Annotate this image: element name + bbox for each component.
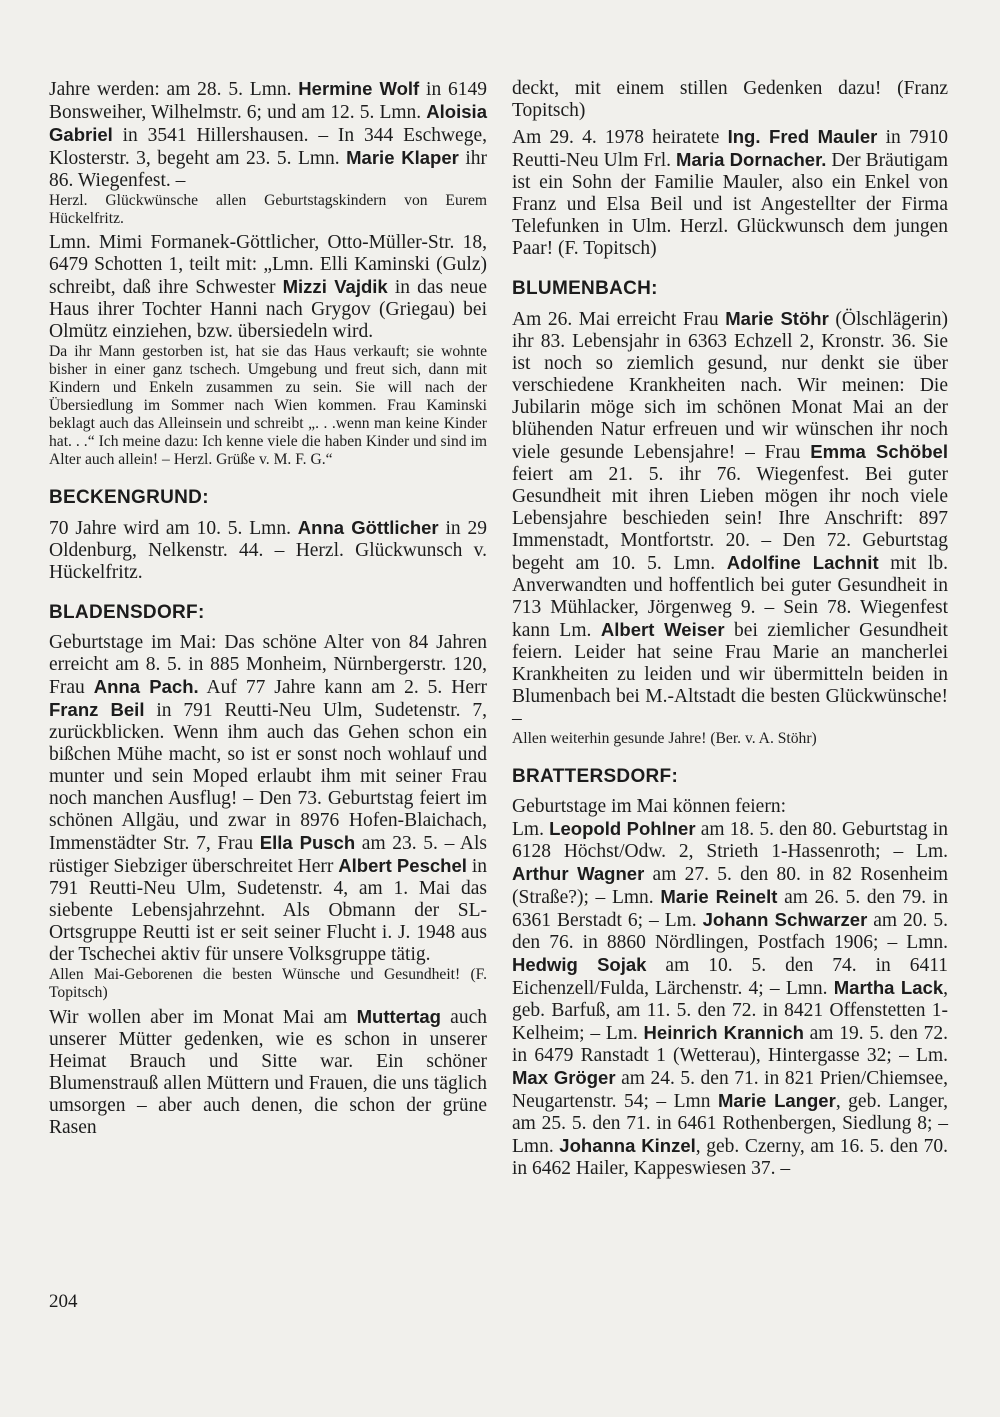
section-heading-bladensdorf: BLADENSDORF: [49,602,205,623]
paragraph-beckengrund: 70 Jahre wird am 10. 5. Lmn. Anna Göttlicher in 29 Oldenburg, Nelkenstr. 44. – Herzl. Glückwunsch v. Hückelfritz. [49,517,487,583]
right-column [512,78,948,1180]
paragraph-kaminski-quote: Da ihr Mann gestorben ist, hat sie das Haus verkauft; sie wohnte bisher in einer ganz tschech. Umgebung und freut sich, dann mit Kindern und Enkeln zusammen zu sein. Sie will nach der Übersiedlung im Sommer nach Wien kommen. Frau Kaminski beklagt auch das Alleinsein und schreibt „. . .wenn man keine Kinder hat. . .“ Ich meine dazu: Ich kenne viele die haben Kinder und sind im Alter auch allein! – Herzl. Grüße v. M. F. G.“ [49,343,487,468]
greeting-blumenbach: Allen weiterhin gesunde Jahre! (Ber. v. A. Stöhr) [512,730,817,747]
section-heading-brattersdorf: BRATTERSDORF: [512,766,679,787]
page-number: 204 [49,1291,78,1312]
section-heading-beckengrund: BECKENGRUND: [49,487,209,508]
paragraph-bladensdorf: Geburtstage im Mai: Das schöne Alter von 84 Jahren erreicht am 8. 5. in 885 Monheim, Nürnbergerstr. 120, Frau Anna Pach. Auf 77 Jahre kann am 2. 5. Herr Franz Beil in 791 Reutti-Neu Ulm, Sudetenstr. 7, zurückblicken. Wenn ihm auch das Gehen schon ein bißchen Mühe macht, so ist er sonst noch wohlauf und munter und sein Moped erlaubt ihm mit seiner Frau noch manchen Ausflug! – Den 73. Geburtstag feiert im schönen Allgäu, und zwar in 8976 Hofen-Blaichach, Immenstädter Str. 7, Frau Ella Pusch am 23. 5. – Als rüstiger Siebziger überschreitet Herr Albert Peschel in 791 Reutti-Neu Ulm, Sudetenstr. 4, am 1. Mai das siebente Lebensjahrzehnt. Als Obmann der SL-Ortsgruppe Reutti ist er seit seiner Flucht i. J. 1948 aus der Tschechei aktiv für unsere Volksgruppe tätig. [49,632,488,965]
paragraph-formanek-letter: Lmn. Mimi Formanek-Göttlicher, Otto-Müller-Str. 18, 6479 Schotten 1, teilt mit: „Lmn. Elli Kaminski (Gulz) schreibt, daß ihre Schwester Mizzi Vajdik in das neue Haus ihrer Tochter Hanni nach Grygov (Griegau) bei Olmütz einziehen, bzw. übersiedeln wird. [49,232,487,342]
paragraph-blumenbach: Am 26. Mai erreicht Frau Marie Stöhr (Ölschlägerin) ihr 83. Lebensjahr in 6363 Echzell 2, Kronstr. 36. Sie ist noch so ziemlich gesund, nur denkt sie über verschiedene Krankheiten nach. Wir meinen: Die Jubilarin möge sich im schönen Monat Mai an der blühenden Natur erfreuen und wir wünschen ihr noch viele gesunde Lebensjahre! – Frau Emma Schöbel feiert am 21. 5. ihr 76. Wiegenfest. Bei guter Gesundheit mit ihren Lieben mögen ihr noch viele Lebensjahre beschieden sein! Ihre Anschrift: 897 Immenstadt, Montfortstr. 20. – Den 72. Geburtstag begeht am 10. 5. Lmn. Adolfine Lachnit mit lb. Anverwandten und hoffentlich bei guter Gesundheit in 713 Mühlacker, Jörgenweg 9. – Sein 78. Wiegenfest kann Lm. Albert Weiser bei ziemlicher Gesundheit feiern. Leider hat seine Frau Marie an mancherlei Krankheiten zu leiden und wir übermitteln beiden in Blumenbach bei M.-Altstadt die besten Glückwünsche! – [512,308,948,729]
paragraph-brattersdorf-intro: Geburtstage im Mai können feiern: [512,796,786,817]
greeting-bladensdorf: Allen Mai-Geborenen die besten Wünsche und Gesundheit! (F. Topitsch) [49,966,487,1001]
paragraph-wedding: Am 29. 4. 1978 heiratete Ing. Fred Mauler in 7910 Reutti-Neu Ulm Frl. Maria Dornacher. Der Bräutigam ist ein Sohn der Familie Mauler, also ein Enkel von Franz und Elsa Beil und ist Angestellter der Firma Telefunken in Ulm. Herzl. Glückwunsch dem jungen Paar! (F. Topitsch) [512,126,949,259]
greeting-hueckelfritz: Herzl. Glückwünsche allen Geburtstagskindern von Eurem Hückelfritz. [49,192,487,227]
paragraph-muttertag: Wir wollen aber im Monat Mai am Muttertag auch unserer Mütter gedenken, wie es schon in unserer Heimat Brauch und Sitte war. Ein schöner Blumenstrauß allen Müttern und Frauen, die uns täglich umsorgen – aber auch denen, die schon der grüne Rasen [49,1006,487,1138]
section-heading-blumenbach: BLUMENBACH: [512,278,658,299]
paragraph-gedenken: deckt, mit einem stillen Gedenken dazu! (Franz Topitsch) [512,78,948,121]
paragraph-brattersdorf-list: Lm. Leopold Pohlner am 18. 5. den 80. Geburtstag in 6128 Höchst/Odw. 2, Strieth 1-Hassenroth; – Lm. Arthur Wagner am 27. 5. den 80. in 82 Rosenheim (Straße?); – Lmn. Marie Reinelt am 26. 5. den 79. in 6361 Berstadt 6; – Lm. Johann Schwarzer am 20. 5. den 76. in 8860 Nördlingen, Postfach 1906; – Lmn. Hedwig Sojak am 10. 5. den 74. in 6411 Eichenzell/Fulda, Lärchenstr. 4; – Lmn. Martha Lack, geb. Barfuß, am 11. 5. den 72. in 8421 Offenstetten 1-Kelheim; – Lm. Heinrich Krannich am 19. 5. den 72. in 6479 Ranstadt 1 (Wetterau), Hintergasse 32; – Lm. Max Gröger am 24. 5. den 71. in 821 Prien/Chiemsee, Neugartenstr. 54; – Lmn Marie Langer, geb. Langer, am 25. 5. den 71. in 6461 Rothenbergen, Siedlung 8; – Lmn. Johanna Kinzel, geb. Czerny, am 16. 5. den 70. in 6462 Hailer, Kappeswiesen 37. – [512,818,948,1179]
paragraph-birthdays-intro: Jahre werden: am 28. 5. Lmn. Hermine Wolf in 6149 Bonsweiher, Wilhelmstr. 6; und am 12. 5. Lmn. Aloisia Gabriel in 3541 Hillershausen. – In 344 Eschwege, Klosterstr. 3, begeht am 23. 5. Lmn. Marie Klaper ihr 86. Wiegenfest. – [49,78,488,191]
left-column [49,78,487,1139]
